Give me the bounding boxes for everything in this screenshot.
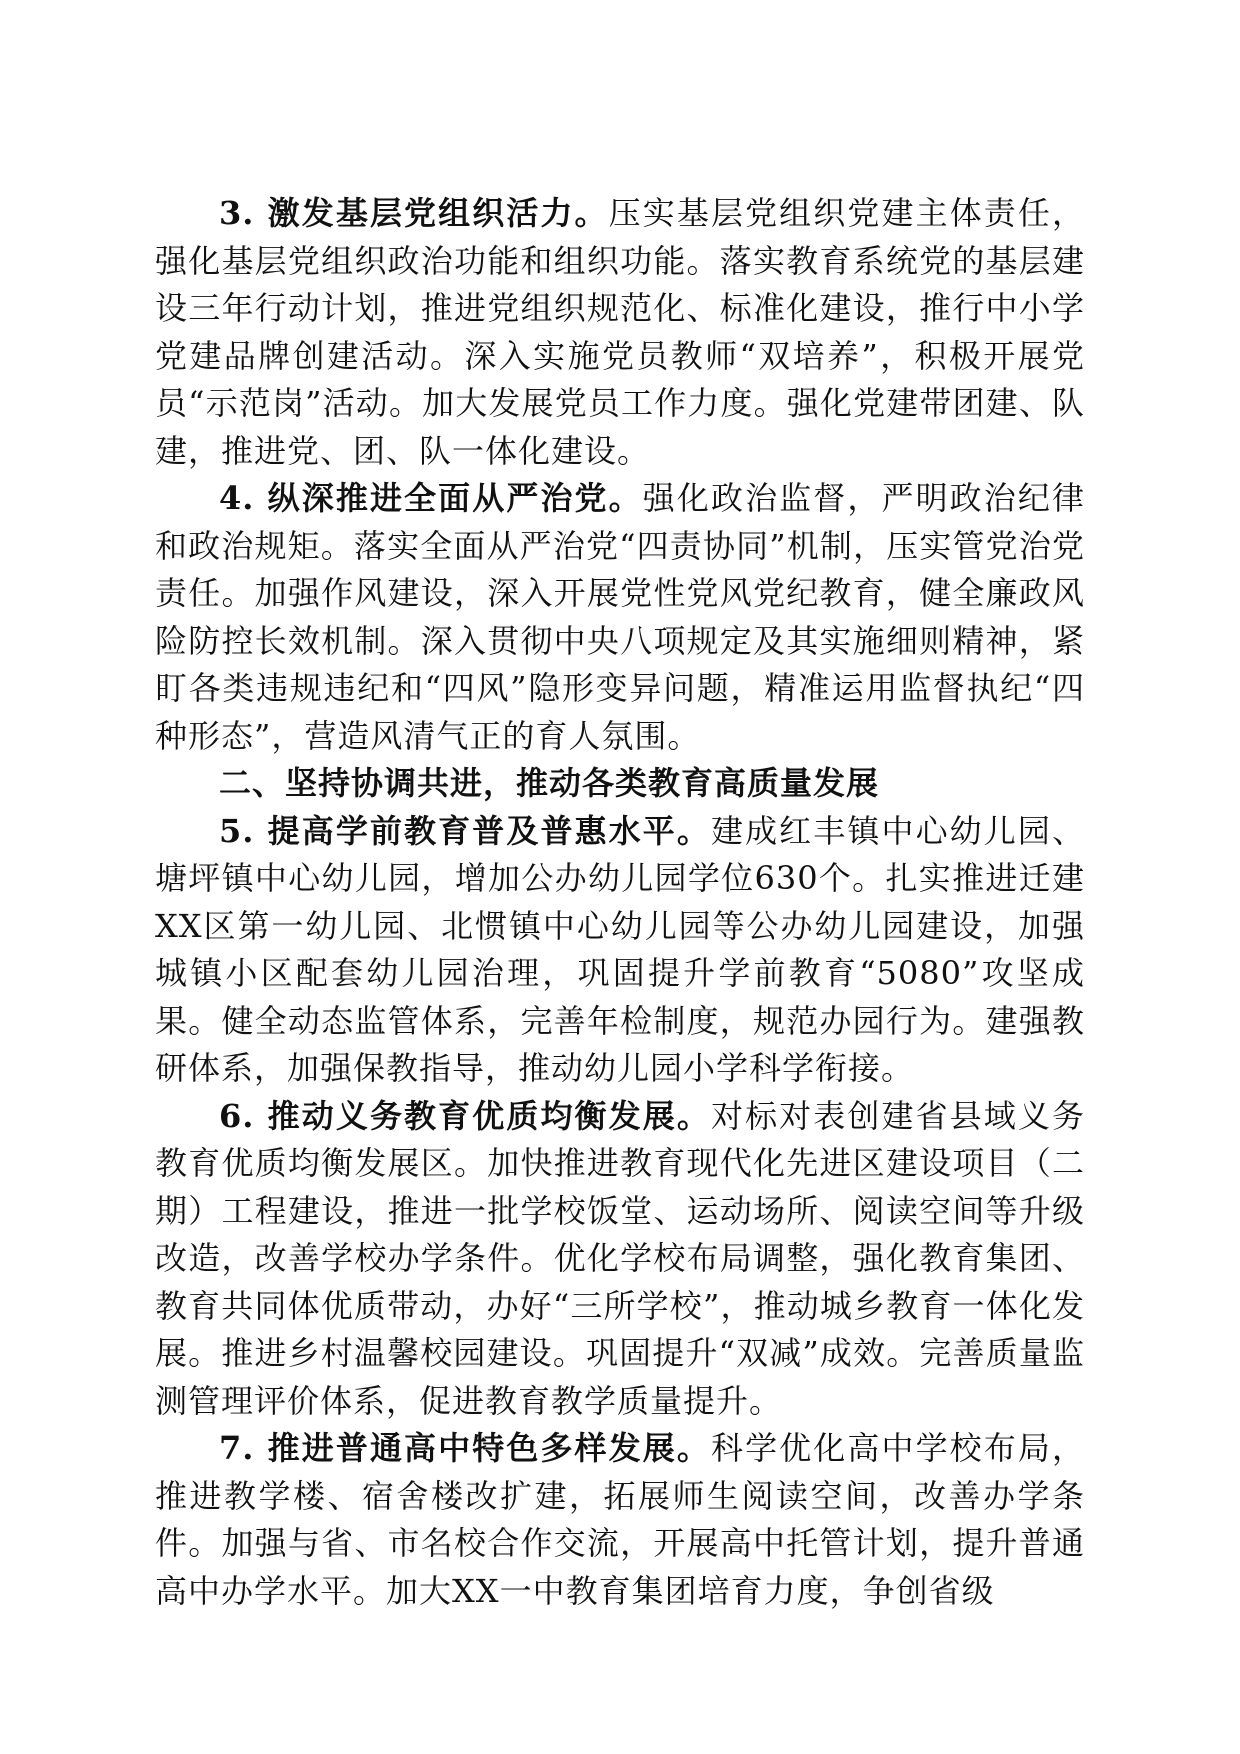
section-heading: 二、坚持协调共进，推动各类教育高质量发展 <box>219 764 880 802</box>
document-body <box>155 190 1085 1615</box>
paragraph-4 <box>155 475 1085 760</box>
paragraph-7-heading: 7. 推进普通高中特色多样发展。 <box>219 1429 711 1467</box>
paragraph-5-body: 建成红丰镇中心幼儿园、塘坪镇中心幼儿园，增加公办幼儿园学位630个。扎实推进迁建XX区第一幼儿园、北惯镇中心幼儿园等公办幼儿园建设，加强城镇小区配套幼儿园治理，巩固提升学前教育“5080”攻坚成果。健全动态监管体系，完善年检制度，规范办园行为。建强教研体系，加强保教指导，推动幼儿园小学科学衔接。 <box>155 811 1085 1087</box>
paragraph-4-heading: 4. 纵深推进全面从严治党。 <box>219 479 643 517</box>
paragraph-6-heading: 6. 推动义务教育优质均衡发展。 <box>219 1096 711 1135</box>
paragraph-7 <box>155 1425 1085 1615</box>
paragraph-3-body: 压实基层党组织党建主体责任，强化基层党组织政治功能和组织功能。落实教育系统党的基层建设三年行动计划，推进党组织规范化、标准化建设，推行中小学党建品牌创建活动。深入实施党员教师“双培养”，积极开展党员“示范岗”活动。加大发展党员工作力度。强化党建带团建、队建，推进党、团、队一体化建设。 <box>155 194 1085 470</box>
paragraph-6 <box>155 1093 1085 1426</box>
paragraph-6-body: 对标对表创建省县域义务教育优质均衡发展区。加快推进教育现代化先进区建设项目（二期）工程建设，推进一批学校饭堂、运动场所、阅读空间等升级改造，改善学校办学条件。优化学校布局调整，强化教育集团、教育共同体优质带动，办好“三所学校”，推动城乡教育一体化发展。推进乡村温馨校园建设。巩固提升“双减”成效。完善质量监测管理评价体系，促进教育教学质量提升。 <box>155 1096 1085 1420</box>
paragraph-3 <box>155 190 1085 475</box>
paragraph-4-body: 强化政治监督，严明政治纪律和政治规矩。落实全面从严治党“四责协同”机制，压实管党治党责任。加强作风建设，深入开展党性党风党纪教育，健全廉政风险防控长效机制。深入贯彻中央八项规定及其实施细则精神，紧盯各类违规违纪和“四风”隐形变异问题，精准运用监督执纪“四种形态”，营造风清气正的育人氛围。 <box>155 479 1085 755</box>
paragraph-3-heading: 3. 激发基层党组织活力。 <box>219 194 609 232</box>
paragraph-7-body: 科学优化高中学校布局，推进教学楼、宿舍楼改扩建，拓展师生阅读空间，改善办学条件。加强与省、市名校合作交流，开展高中托管计划，提升普通高中办学水平。加大XX一中教育集团培育力度，争创省级 <box>155 1429 1085 1610</box>
paragraph-5-heading: 5. 提高学前教育普及普惠水平。 <box>219 811 711 850</box>
paragraph-5 <box>155 808 1085 1093</box>
